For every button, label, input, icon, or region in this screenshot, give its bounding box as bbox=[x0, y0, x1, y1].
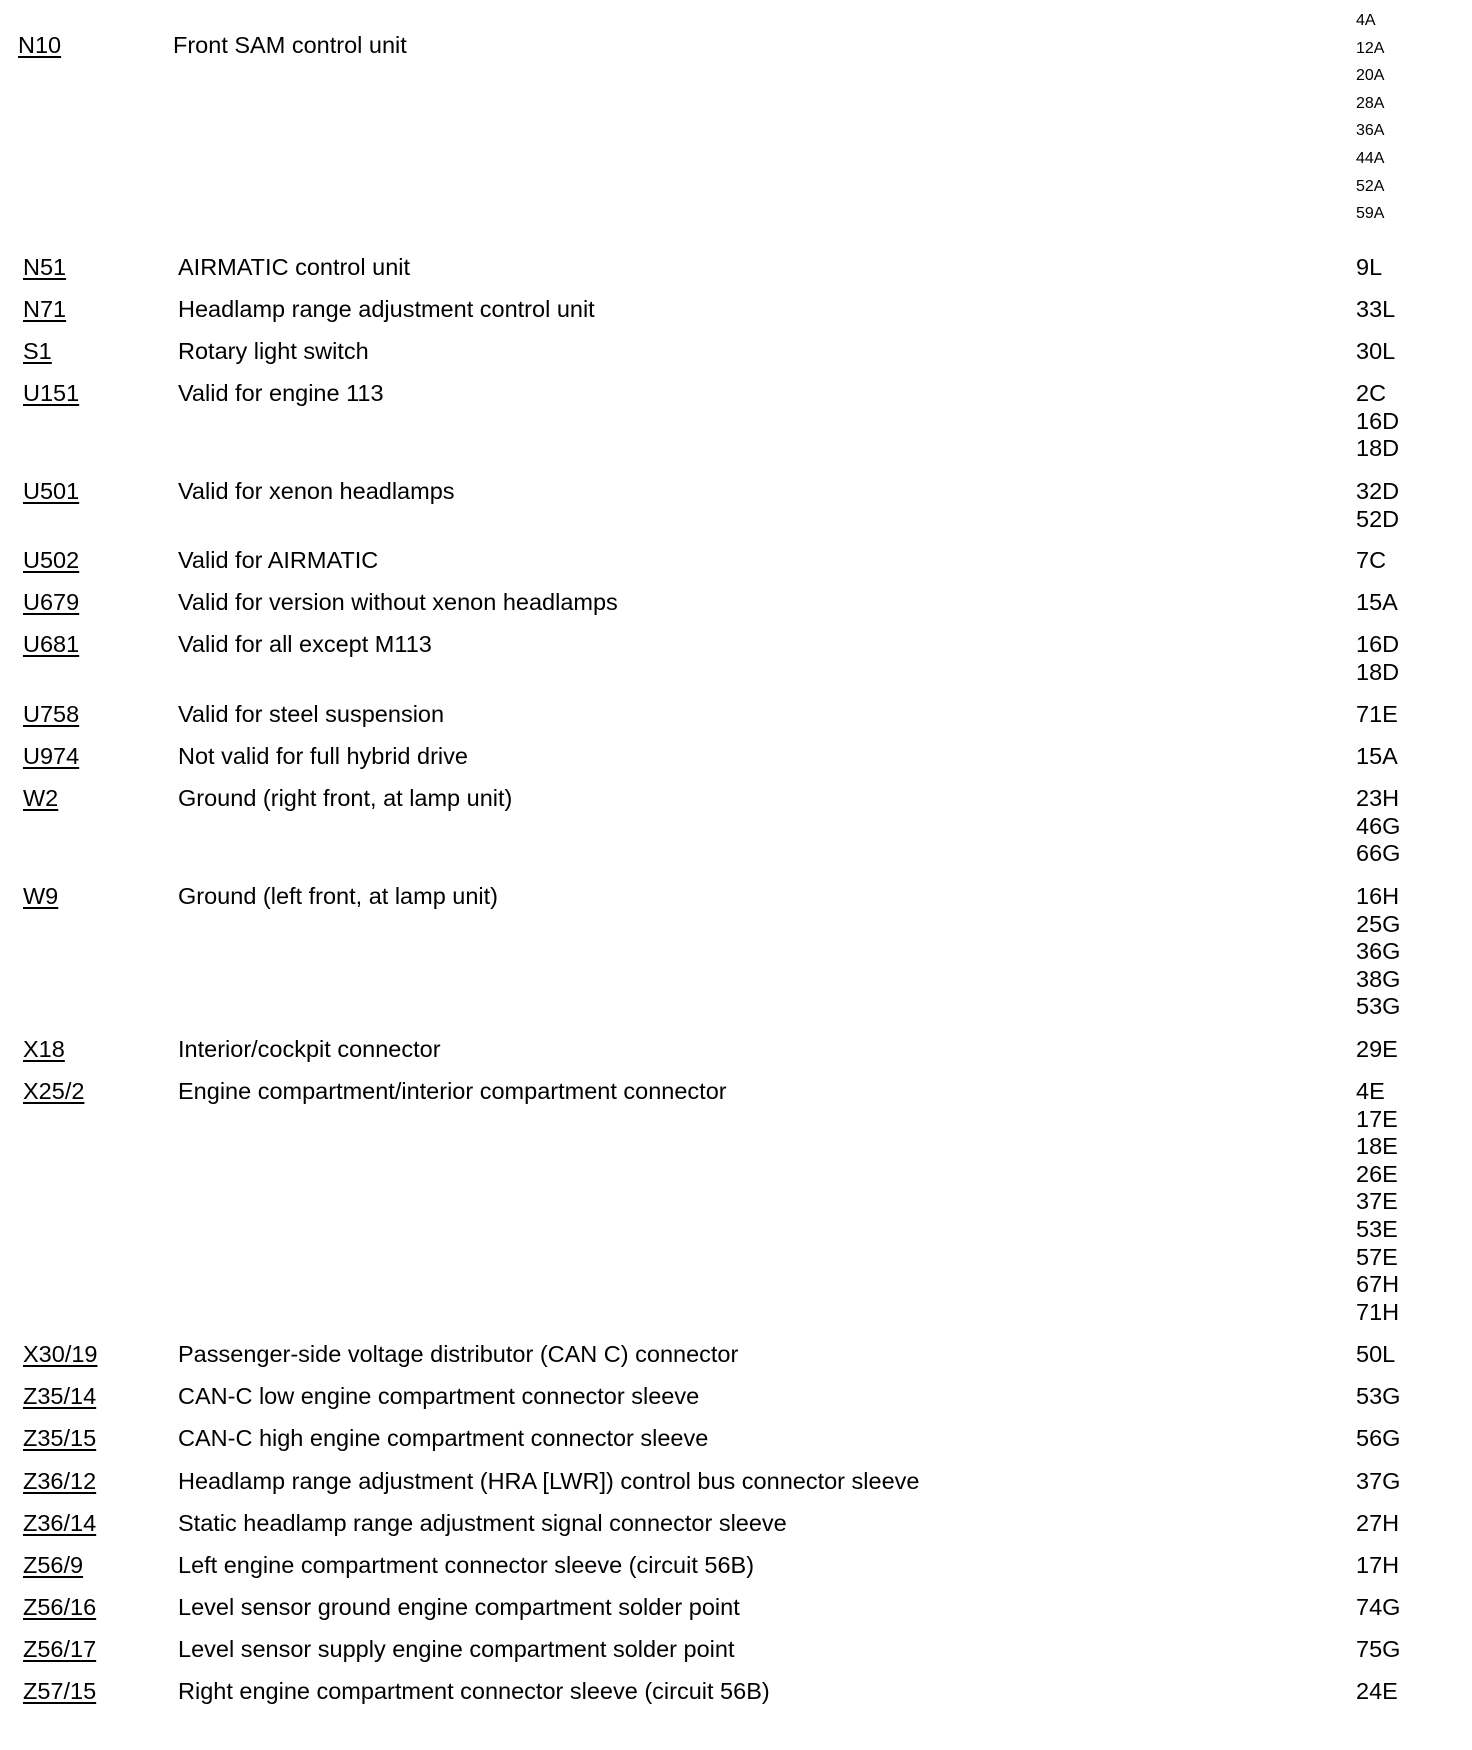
grid-location: 18D bbox=[1356, 658, 1400, 685]
component-description: Valid for steel suspension bbox=[178, 701, 445, 727]
component-description: Left engine compartment connector sleeve (circuit 56B) bbox=[178, 1552, 755, 1578]
component-description: Not valid for full hybrid drive bbox=[178, 743, 468, 769]
grid-location-list bbox=[1356, 1636, 1400, 1664]
component-description: Valid for engine 113 bbox=[178, 380, 384, 406]
grid-location-list bbox=[1356, 478, 1399, 533]
component-code-link[interactable]: Z36/12 bbox=[23, 1468, 97, 1494]
grid-location: 37G bbox=[1356, 1468, 1401, 1494]
component-code-link[interactable]: U501 bbox=[23, 478, 80, 504]
grid-location: 38G bbox=[1356, 965, 1401, 992]
component-code-link[interactable]: N51 bbox=[23, 254, 67, 280]
grid-location: 16D bbox=[1356, 407, 1400, 434]
component-description: Valid for all except M113 bbox=[178, 631, 432, 657]
component-code-link[interactable]: U758 bbox=[23, 701, 80, 727]
grid-location-list bbox=[1356, 743, 1398, 771]
grid-location: 4E bbox=[1356, 1078, 1385, 1104]
grid-location: 52D bbox=[1356, 505, 1400, 532]
component-description: Valid for xenon headlamps bbox=[178, 478, 455, 504]
grid-location: 24E bbox=[1356, 1678, 1398, 1704]
component-description: Level sensor ground engine compartment solder point bbox=[178, 1594, 740, 1620]
component-description: Front SAM control unit bbox=[173, 32, 407, 58]
grid-location: 23H bbox=[1356, 785, 1400, 811]
component-code-link[interactable]: N10 bbox=[18, 32, 62, 58]
grid-location-list bbox=[1356, 883, 1400, 1021]
grid-location: 16H bbox=[1356, 883, 1400, 909]
grid-location: 25G bbox=[1356, 910, 1401, 937]
component-code-link[interactable]: X25/2 bbox=[23, 1078, 85, 1104]
grid-location: 9L bbox=[1356, 254, 1383, 280]
grid-location-list bbox=[1356, 785, 1400, 868]
grid-location-list bbox=[1356, 1036, 1398, 1064]
grid-location: 33L bbox=[1356, 296, 1396, 322]
grid-location: 53G bbox=[1356, 1383, 1401, 1409]
grid-location-list bbox=[1356, 701, 1398, 729]
grid-location: 15A bbox=[1356, 589, 1398, 615]
grid-location: 59A bbox=[1356, 205, 1385, 223]
grid-location: 66G bbox=[1356, 840, 1401, 867]
component-description: Headlamp range adjustment control unit bbox=[178, 296, 595, 322]
grid-location: 37E bbox=[1356, 1188, 1398, 1215]
component-description: Engine compartment/interior compartment connector bbox=[178, 1078, 727, 1104]
grid-location: 29E bbox=[1356, 1036, 1398, 1062]
grid-location: 53E bbox=[1356, 1215, 1398, 1242]
component-description: Interior/cockpit connector bbox=[178, 1036, 441, 1062]
grid-location: 50L bbox=[1356, 1341, 1396, 1367]
grid-location-list bbox=[1356, 631, 1399, 686]
grid-location-list bbox=[1356, 1341, 1395, 1369]
grid-location-list bbox=[1356, 380, 1399, 463]
grid-location: 52A bbox=[1356, 177, 1385, 195]
grid-location-list bbox=[1356, 1594, 1400, 1622]
grid-location: 75G bbox=[1356, 1636, 1401, 1662]
grid-location-list bbox=[1356, 254, 1382, 282]
component-code-link[interactable]: U681 bbox=[23, 631, 80, 657]
grid-location-list bbox=[1356, 1510, 1399, 1538]
component-code-link[interactable]: Z35/15 bbox=[23, 1425, 97, 1451]
component-code-link[interactable]: Z56/16 bbox=[23, 1594, 97, 1620]
grid-location: 17H bbox=[1356, 1552, 1400, 1578]
grid-location: 71E bbox=[1356, 701, 1398, 727]
component-description: Headlamp range adjustment (HRA [LWR]) control bus connector sleeve bbox=[178, 1468, 920, 1494]
grid-location-list bbox=[1356, 12, 1384, 233]
component-code-link[interactable]: Z56/9 bbox=[23, 1552, 84, 1578]
grid-location: 4A bbox=[1356, 12, 1376, 29]
component-description: Valid for version without xenon headlamps bbox=[178, 589, 618, 615]
component-description: CAN-C high engine compartment connector sleeve bbox=[178, 1425, 709, 1451]
grid-location: 2C bbox=[1356, 380, 1387, 406]
grid-location: 15A bbox=[1356, 743, 1398, 769]
grid-location-list bbox=[1356, 338, 1395, 366]
grid-location: 36A bbox=[1356, 122, 1385, 140]
grid-location: 16D bbox=[1356, 631, 1400, 657]
component-description: AIRMATIC control unit bbox=[178, 254, 411, 280]
grid-location: 7C bbox=[1356, 547, 1387, 573]
component-description: Right engine compartment connector sleeve (circuit 56B) bbox=[178, 1678, 770, 1704]
grid-location: 32D bbox=[1356, 478, 1400, 504]
component-description: Passenger-side voltage distributor (CAN C) connector bbox=[178, 1341, 739, 1367]
grid-location-list bbox=[1356, 589, 1398, 617]
grid-location-list bbox=[1356, 1425, 1400, 1453]
grid-location-list bbox=[1356, 296, 1395, 324]
grid-location: 71H bbox=[1356, 1298, 1400, 1325]
grid-location: 56G bbox=[1356, 1425, 1401, 1451]
component-code-link[interactable]: X18 bbox=[23, 1036, 65, 1062]
component-description: CAN-C low engine compartment connector sleeve bbox=[178, 1383, 700, 1409]
component-code-link[interactable]: Z57/15 bbox=[23, 1678, 97, 1704]
grid-location: 28A bbox=[1356, 94, 1385, 112]
grid-location: 36G bbox=[1356, 938, 1401, 965]
grid-location-list bbox=[1356, 1383, 1400, 1411]
component-code-link[interactable]: Z35/14 bbox=[23, 1383, 97, 1409]
grid-location: 57E bbox=[1356, 1243, 1398, 1270]
component-code-link[interactable]: S1 bbox=[23, 338, 52, 364]
grid-location: 26E bbox=[1356, 1160, 1398, 1187]
component-code-link[interactable]: W2 bbox=[23, 785, 59, 811]
grid-location: 74G bbox=[1356, 1594, 1401, 1620]
component-code-link[interactable]: U679 bbox=[23, 589, 80, 615]
grid-location: 30L bbox=[1356, 338, 1396, 364]
grid-location: 18E bbox=[1356, 1133, 1398, 1160]
grid-location: 20A bbox=[1356, 67, 1385, 85]
component-code-link[interactable]: U974 bbox=[23, 743, 80, 769]
component-description: Static headlamp range adjustment signal connector sleeve bbox=[178, 1510, 787, 1536]
grid-location: 46G bbox=[1356, 812, 1401, 839]
grid-location-list bbox=[1356, 1078, 1399, 1326]
component-description: Level sensor supply engine compartment solder point bbox=[178, 1636, 735, 1662]
component-code-link[interactable]: U151 bbox=[23, 380, 80, 406]
component-code-link[interactable]: Z36/14 bbox=[23, 1510, 97, 1536]
grid-location: 17E bbox=[1356, 1105, 1398, 1132]
grid-location-list bbox=[1356, 1552, 1399, 1580]
grid-location: 12A bbox=[1356, 39, 1385, 57]
grid-location: 27H bbox=[1356, 1510, 1400, 1536]
grid-location: 53G bbox=[1356, 993, 1401, 1020]
component-description: Ground (right front, at lamp unit) bbox=[178, 785, 513, 811]
component-code-link[interactable]: N71 bbox=[23, 296, 67, 322]
component-description: Valid for AIRMATIC bbox=[178, 547, 379, 573]
grid-location: 44A bbox=[1356, 149, 1385, 167]
grid-location: 67H bbox=[1356, 1271, 1400, 1298]
component-code-link[interactable]: X30/19 bbox=[23, 1341, 98, 1367]
component-description: Rotary light switch bbox=[178, 338, 369, 364]
grid-location-list bbox=[1356, 1678, 1398, 1706]
component-code-link[interactable]: U502 bbox=[23, 547, 80, 573]
component-description: Ground (left front, at lamp unit) bbox=[178, 883, 499, 909]
grid-location-list bbox=[1356, 1468, 1400, 1496]
grid-location: 18D bbox=[1356, 435, 1400, 462]
component-code-link[interactable]: W9 bbox=[23, 883, 59, 909]
component-code-link[interactable]: Z56/17 bbox=[23, 1636, 97, 1662]
grid-location-list bbox=[1356, 547, 1386, 575]
